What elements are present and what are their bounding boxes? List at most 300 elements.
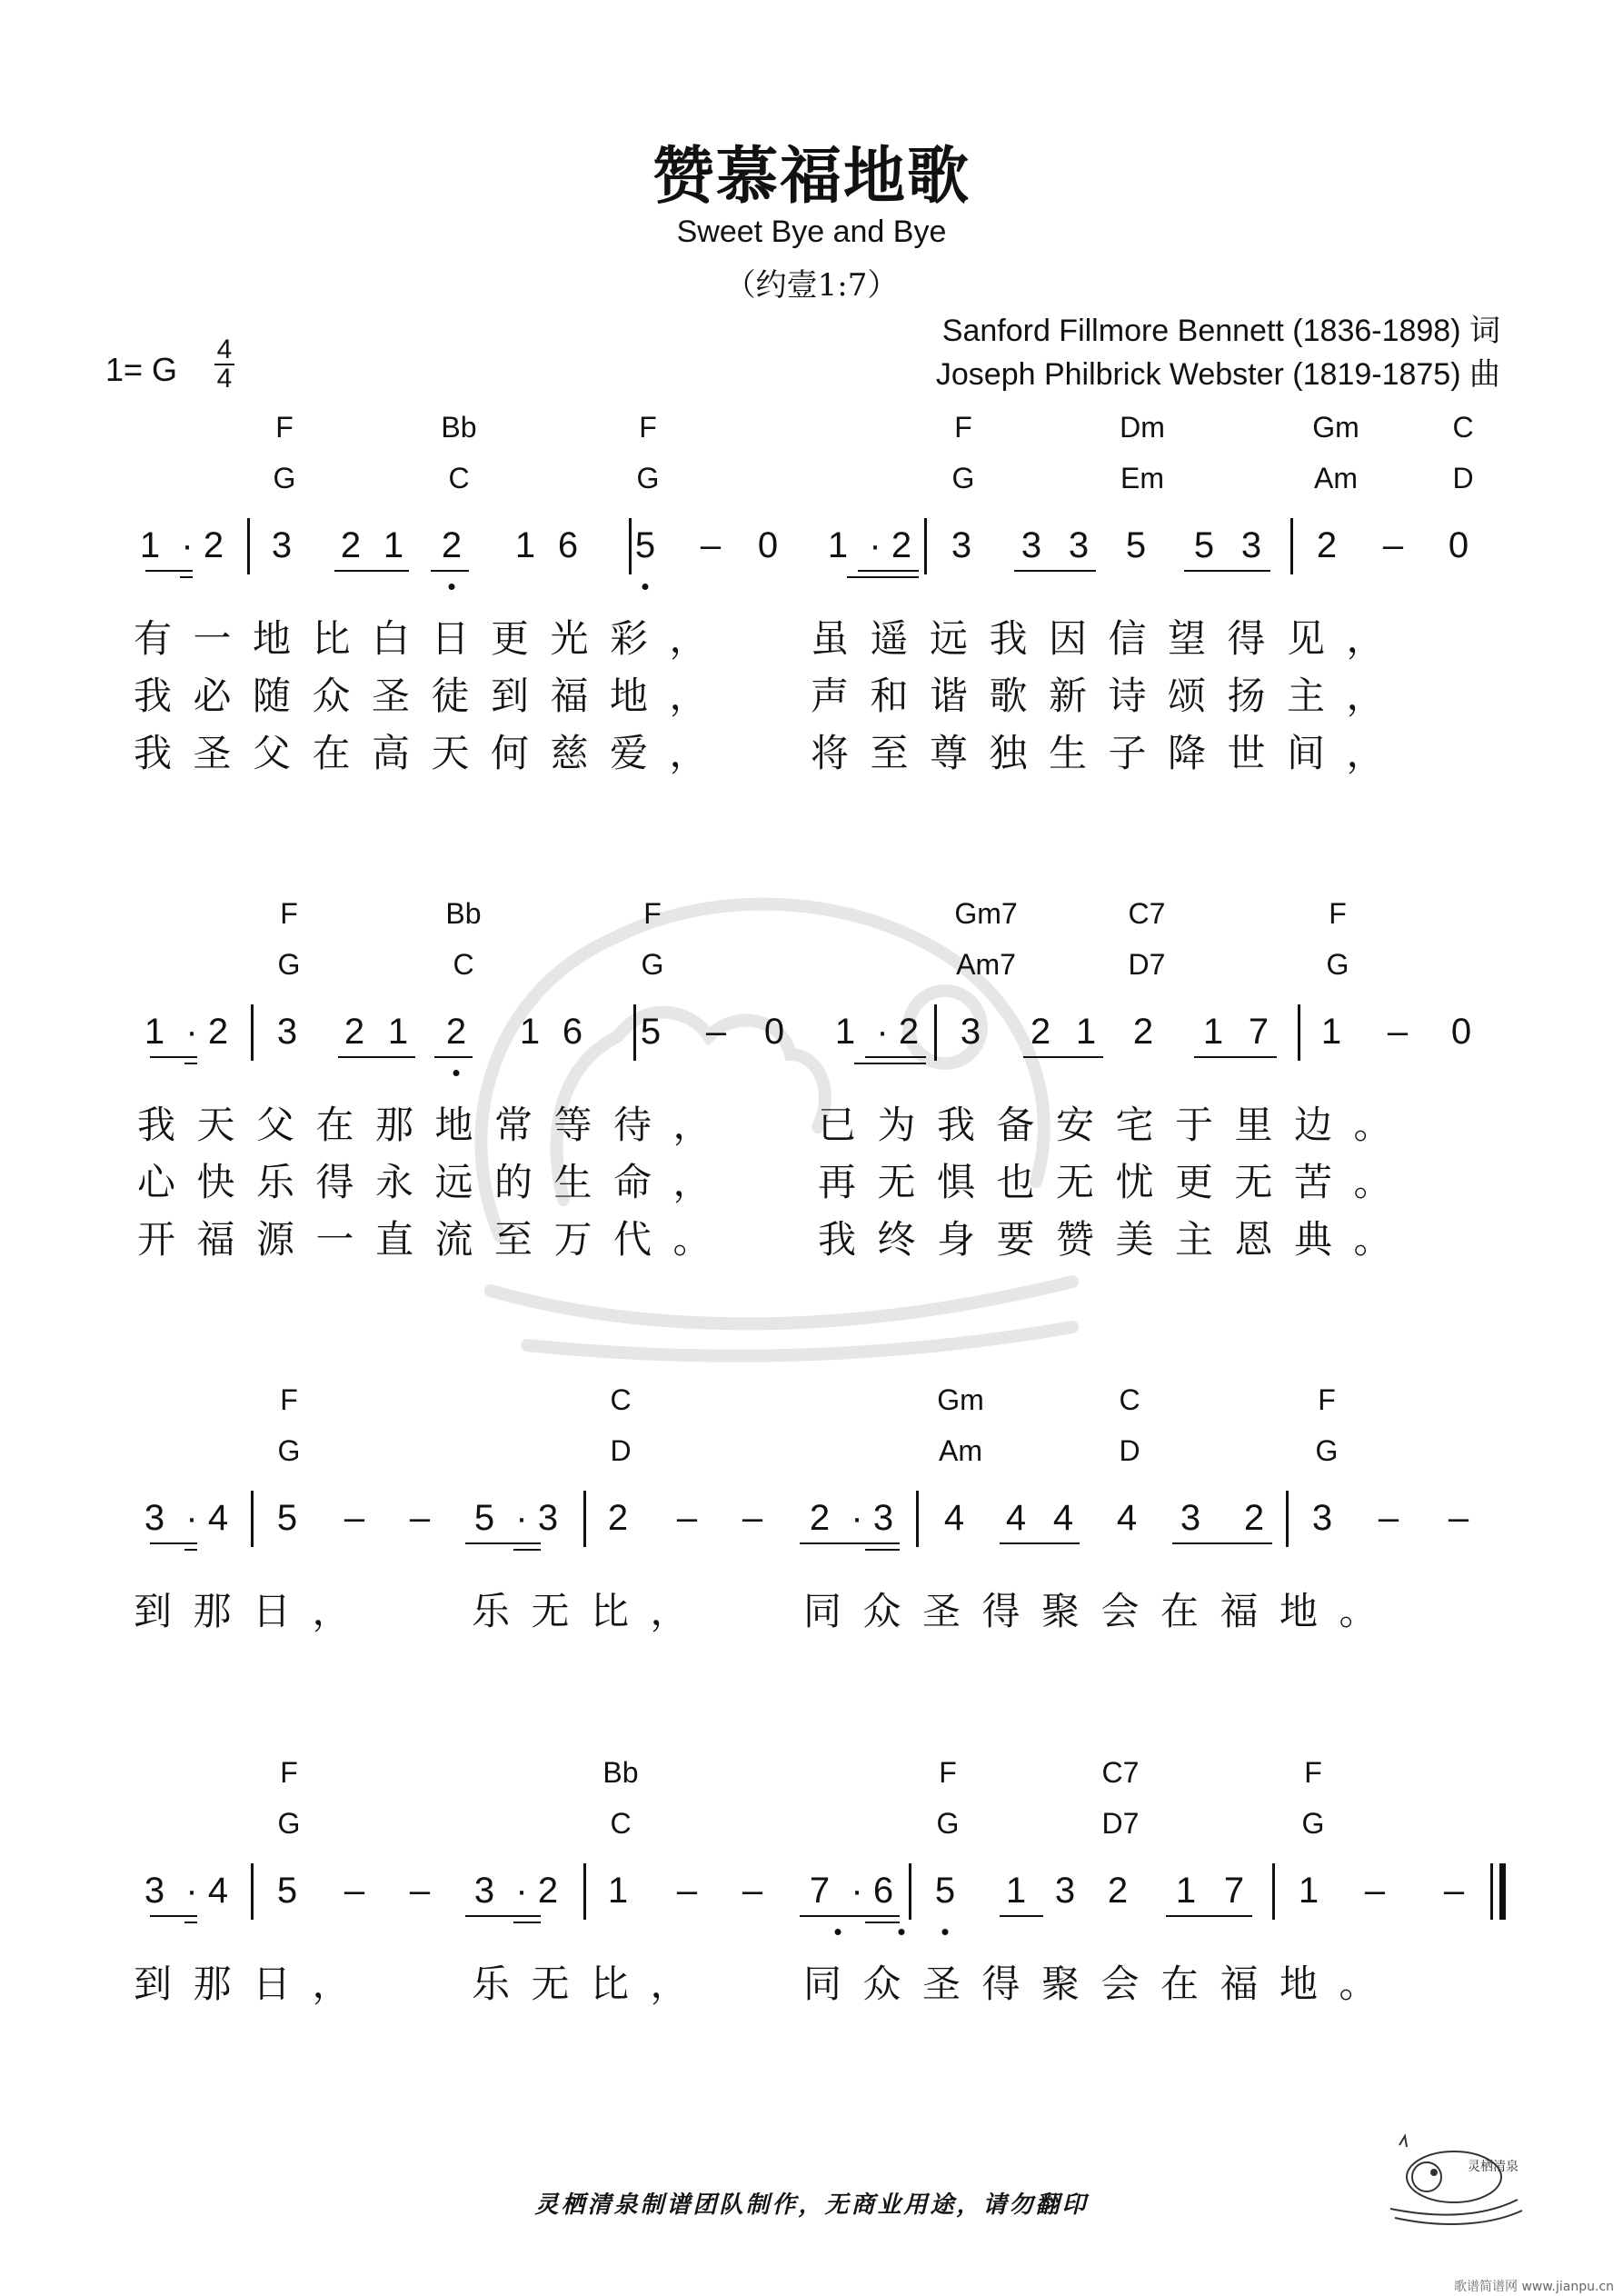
chord-g-symbol: Am	[939, 1434, 982, 1467]
note: 1	[827, 525, 849, 565]
lyric-char: 子	[1108, 731, 1147, 775]
note: 2	[1132, 1012, 1154, 1052]
chord-g-symbol: G	[1326, 948, 1349, 981]
note: –	[1378, 1498, 1399, 1538]
note: 6	[872, 1871, 894, 1911]
lyric-char: 比	[312, 616, 351, 661]
barline	[1272, 1863, 1275, 1920]
lyric-char: ，	[1346, 674, 1385, 718]
note: 1	[1202, 1012, 1224, 1052]
lyric-char: 惧	[936, 1160, 976, 1204]
lyric-char: 遥	[870, 616, 909, 661]
lyric-char: 圣	[371, 674, 411, 718]
dotted-rhythm-mark: ·	[185, 1498, 198, 1538]
note: 4	[207, 1871, 229, 1911]
note: 5	[934, 1871, 956, 1911]
beam-line-secondary	[180, 576, 193, 578]
beam-line	[1000, 1542, 1080, 1544]
lyric-char: 。	[1353, 1160, 1392, 1204]
lyric-char: 代	[612, 1217, 652, 1262]
lyric-char: 赞	[1055, 1217, 1095, 1262]
lyric-char: 福	[550, 674, 589, 718]
lyric-char: 生	[553, 1160, 592, 1204]
lyric-char: 在	[1160, 1962, 1200, 2006]
note: 4	[1005, 1498, 1027, 1538]
low-octave-dot	[449, 584, 455, 590]
song-title: 赞慕福地歌	[652, 141, 971, 213]
lyric-char: 同	[802, 1589, 842, 1633]
note: 2	[809, 1498, 831, 1538]
song-subtitle: Sweet Bye and Bye	[676, 215, 947, 249]
chord-g-symbol: C	[448, 462, 470, 494]
lyric-char: 。	[1339, 1589, 1378, 1633]
chord-f-symbol: C	[610, 1383, 632, 1416]
note: 2	[203, 525, 224, 565]
lyric-char: 众	[862, 1962, 901, 2006]
lyricist-credit: Sanford Fillmore Bennett (1836-1898) 词	[941, 314, 1500, 348]
lyric-char: 。	[672, 1217, 712, 1262]
note: –	[742, 1871, 763, 1911]
note: 1	[387, 1012, 409, 1052]
lyric-char: 在	[1160, 1589, 1200, 1633]
note: –	[1364, 1871, 1386, 1911]
note: 2	[891, 525, 912, 565]
beam-line	[150, 1542, 197, 1544]
lyric-char: 。	[1339, 1962, 1378, 2006]
note: 3	[1054, 1871, 1076, 1911]
chord-g-symbol: Em	[1120, 462, 1164, 494]
lyric-char: 苦	[1293, 1160, 1333, 1204]
lyric-char: 福	[1220, 1589, 1259, 1633]
chord-f-symbol: Bb	[445, 897, 482, 930]
barline	[1286, 1491, 1289, 1547]
dotted-rhythm-mark: ·	[515, 1871, 528, 1911]
lyric-char: 忧	[1115, 1160, 1154, 1204]
low-octave-dot	[942, 1929, 949, 1935]
beam-line	[431, 570, 469, 572]
barline	[583, 1491, 586, 1547]
beam-line	[150, 1915, 197, 1917]
note: 2	[344, 1012, 365, 1052]
lyric-char: 那	[193, 1589, 232, 1633]
beam-line-secondary	[865, 1922, 900, 1923]
lyric-char: 徒	[431, 674, 470, 718]
beam-line	[338, 1056, 415, 1058]
lyric-char: 何	[490, 731, 530, 775]
lyric-char: 得	[981, 1589, 1021, 1633]
note: 1	[1005, 1871, 1027, 1911]
note: 2	[441, 525, 463, 565]
beam-line-secondary	[847, 576, 919, 578]
chord-f-symbol: Gm	[1312, 411, 1359, 444]
barline	[251, 1004, 254, 1061]
beam-line	[865, 1056, 926, 1058]
lyric-char: 乐	[471, 1589, 511, 1633]
chord-f-symbol: F	[954, 411, 972, 444]
note: 5	[1193, 525, 1215, 565]
lyric-char: ，	[1346, 731, 1385, 775]
lyric-char: 世	[1227, 731, 1266, 775]
beam-line-secondary	[184, 1063, 197, 1064]
lyric-char: 地	[434, 1103, 473, 1147]
lyric-char: 圣	[921, 1589, 961, 1633]
lyric-char: 得	[315, 1160, 354, 1204]
dotted-rhythm-mark: ·	[515, 1498, 528, 1538]
chord-g-symbol: G	[1301, 1807, 1325, 1840]
beam-line	[145, 570, 193, 572]
lyric-char: 已	[817, 1103, 857, 1147]
lyric-char: 里	[1234, 1103, 1273, 1147]
note: 2	[445, 1012, 467, 1052]
chord-g-symbol: G	[277, 948, 301, 981]
note: –	[1443, 1871, 1465, 1911]
beam-line-secondary	[184, 1922, 197, 1923]
note: 1	[139, 525, 161, 565]
lyric-char: 心	[136, 1160, 176, 1204]
lyric-char: 众	[862, 1589, 901, 1633]
lyric-char: ，	[650, 1962, 689, 2006]
chord-g-symbol: C	[610, 1807, 632, 1840]
dotted-rhythm-mark: ·	[185, 1871, 198, 1911]
note: 3	[473, 1871, 495, 1911]
barline	[251, 1491, 254, 1547]
lyric-char: 典	[1293, 1217, 1333, 1262]
dotted-rhythm-mark: ·	[851, 1871, 863, 1911]
note: 3	[960, 1012, 981, 1052]
note: –	[409, 1498, 431, 1538]
beam-line-secondary	[854, 1063, 926, 1064]
lyric-char: 地	[609, 674, 649, 718]
meter-top: 4	[216, 334, 233, 364]
lyric-char: 爱	[609, 731, 649, 775]
note: 1	[144, 1012, 165, 1052]
barline	[583, 1863, 586, 1920]
lyric-char: 至	[870, 731, 909, 775]
note: 2	[1243, 1498, 1265, 1538]
note: 7	[1223, 1871, 1245, 1911]
chord-f-symbol: F	[643, 897, 662, 930]
note: 6	[562, 1012, 583, 1052]
barline	[633, 1004, 636, 1061]
lyric-char: 新	[1048, 674, 1088, 718]
chord-f-symbol: F	[280, 1756, 298, 1789]
lyric-char: 要	[996, 1217, 1035, 1262]
lyric-char: 在	[312, 731, 351, 775]
note: 6	[557, 525, 579, 565]
chord-g-symbol: G	[936, 1807, 960, 1840]
note: 1	[383, 525, 404, 565]
lyric-char: 为	[877, 1103, 916, 1147]
note: 7	[809, 1871, 831, 1911]
logo-text: 灵栖清泉	[1468, 2160, 1518, 2174]
note: 4	[943, 1498, 965, 1538]
lyric-char: 地	[252, 616, 292, 661]
lyric-char: 边	[1293, 1103, 1333, 1147]
note: 2	[1107, 1871, 1129, 1911]
lyric-char: 虽	[810, 616, 850, 661]
chord-g-symbol: Am	[1314, 462, 1358, 494]
beam-line	[1166, 1915, 1252, 1917]
note: 1	[1298, 1871, 1319, 1911]
sheep-logo-icon	[1381, 2127, 1527, 2236]
beam-line-secondary	[184, 1549, 197, 1551]
lyric-char: 那	[193, 1962, 232, 2006]
lyric-char: ，	[672, 1160, 712, 1204]
beam-line	[434, 1056, 473, 1058]
lyric-char: 到	[490, 674, 530, 718]
lyric-char: 主	[1286, 674, 1326, 718]
note: 2	[607, 1498, 629, 1538]
lyric-char: 流	[434, 1217, 473, 1262]
barline	[1290, 518, 1293, 574]
lyric-char: 有	[133, 616, 173, 661]
lyric-char: 我	[936, 1103, 976, 1147]
composer-credit: Joseph Philbrick Webster (1819-1875) 曲	[935, 357, 1500, 392]
note: 3	[1021, 525, 1042, 565]
final-barline-thin	[1490, 1863, 1493, 1920]
lyric-char: 开	[136, 1217, 176, 1262]
dotted-rhythm-mark: ·	[185, 1012, 198, 1052]
lyric-char: 宅	[1115, 1103, 1154, 1147]
barline	[924, 518, 927, 574]
lyric-char: 歌	[989, 674, 1028, 718]
note: 3	[537, 1498, 559, 1538]
site-watermark: 歌谱简谱网 www.jianpu.cn	[1454, 2280, 1614, 2294]
lyric-char: 更	[1174, 1160, 1214, 1204]
lyric-char: 光	[550, 616, 589, 661]
time-signature	[214, 334, 234, 394]
lyric-char: 父	[252, 731, 292, 775]
lyric-char: 无	[531, 1589, 570, 1633]
note: 1	[607, 1871, 629, 1911]
note: –	[409, 1871, 431, 1911]
note: 5	[473, 1498, 495, 1538]
lyric-char: 。	[1353, 1103, 1392, 1147]
lyric-char: 在	[315, 1103, 354, 1147]
beam-line-secondary	[865, 1549, 900, 1551]
chord-f-symbol: Dm	[1120, 411, 1165, 444]
note: 1	[514, 525, 536, 565]
lyric-char: 我	[817, 1217, 857, 1262]
lyric-char: 随	[252, 674, 292, 718]
chord-f-symbol: F	[280, 1383, 298, 1416]
note: 0	[763, 1012, 785, 1052]
low-octave-dot	[835, 1929, 841, 1935]
lyric-char: 聚	[1041, 1962, 1080, 2006]
note: 7	[1248, 1012, 1270, 1052]
lyric-char: 降	[1167, 731, 1207, 775]
beam-line	[334, 570, 409, 572]
chord-g-symbol: C	[453, 948, 474, 981]
lyric-char: 无	[1234, 1160, 1273, 1204]
chord-g-symbol: G	[273, 462, 296, 494]
lyric-char: 福	[196, 1217, 235, 1262]
lyric-char: 高	[371, 731, 411, 775]
low-octave-dot	[899, 1929, 905, 1935]
lyric-char: 生	[1048, 731, 1088, 775]
lyric-char: 间	[1286, 731, 1326, 775]
chord-f-symbol: F	[280, 897, 298, 930]
note: 2	[898, 1012, 920, 1052]
lyric-char: 圣	[921, 1962, 961, 2006]
lyric-char: 远	[929, 616, 969, 661]
note: 5	[1125, 525, 1147, 565]
scripture-reference: （约壹1:7）	[724, 267, 899, 304]
lyric-char: ，	[1346, 616, 1385, 661]
note: 1	[834, 1012, 856, 1052]
meter-bottom: 4	[216, 364, 233, 394]
low-octave-dot	[642, 584, 649, 590]
note: 2	[207, 1012, 229, 1052]
lyric-char: 常	[493, 1103, 533, 1147]
lyric-char: 见	[1286, 616, 1326, 661]
lyric-char: ，	[669, 674, 708, 718]
chord-g-symbol: G	[1315, 1434, 1339, 1467]
lyric-char: 日	[252, 1962, 292, 2006]
lyric-char: 等	[553, 1103, 592, 1147]
beam-line	[800, 1915, 900, 1917]
lyric-char: 乐	[471, 1962, 511, 2006]
chord-f-symbol: Gm	[937, 1383, 984, 1416]
dotted-rhythm-mark: ·	[869, 525, 881, 565]
lyric-char: 慈	[550, 731, 589, 775]
lyric-char: 。	[1353, 1217, 1392, 1262]
lyric-char: 地	[1279, 1962, 1319, 2006]
note: 3	[1068, 525, 1090, 565]
beam-line	[1023, 1056, 1103, 1058]
note: 3	[1240, 525, 1262, 565]
note: 0	[1450, 1012, 1472, 1052]
lyric-char: 无	[531, 1962, 570, 2006]
lyric-char: 尊	[929, 731, 969, 775]
note: 1	[1320, 1012, 1342, 1052]
lyric-char: 乐	[255, 1160, 295, 1204]
chord-g-symbol: G	[951, 462, 975, 494]
lyric-char: 直	[374, 1217, 414, 1262]
lyric-char: ，	[312, 1962, 351, 2006]
beam-line	[800, 1542, 900, 1544]
chord-g-symbol: G	[636, 462, 660, 494]
lyric-char: 远	[434, 1160, 473, 1204]
lyric-char: 我	[133, 674, 173, 718]
lyric-char: 于	[1174, 1103, 1214, 1147]
dotted-rhythm-mark: ·	[876, 1012, 889, 1052]
note: 4	[207, 1498, 229, 1538]
lyric-char: 会	[1100, 1962, 1140, 2006]
lyric-char: 快	[196, 1160, 235, 1204]
beam-line	[1184, 570, 1270, 572]
lyric-char: 一	[193, 616, 232, 661]
lyric-char: 地	[1279, 1589, 1319, 1633]
beam-line	[1000, 1915, 1043, 1917]
note: 1	[1075, 1012, 1097, 1052]
note: 2	[1030, 1012, 1051, 1052]
lyric-char: 待	[612, 1103, 652, 1147]
note: 2	[1316, 525, 1338, 565]
note: 0	[757, 525, 779, 565]
lyric-char: ，	[669, 616, 708, 661]
lyric-char: 到	[133, 1589, 173, 1633]
chord-f-symbol: C7	[1128, 897, 1166, 930]
lyric-char: ，	[312, 1589, 351, 1633]
note: 1	[1175, 1871, 1197, 1911]
chord-f-symbol: C	[1119, 1383, 1140, 1416]
chord-f-symbol: F	[1329, 897, 1347, 930]
beam-line	[465, 1915, 541, 1917]
beam-line	[1014, 570, 1096, 572]
lyric-char: 颂	[1167, 674, 1207, 718]
beam-line	[858, 570, 919, 572]
note: 3	[1311, 1498, 1333, 1538]
lyric-char: 独	[989, 731, 1028, 775]
lyric-char: 谐	[929, 674, 969, 718]
lyric-char: 备	[996, 1103, 1035, 1147]
lyric-char: 我	[136, 1103, 176, 1147]
note: –	[676, 1871, 698, 1911]
lyric-char: 永	[374, 1160, 414, 1204]
lyric-char: 父	[255, 1103, 295, 1147]
barline	[1298, 1004, 1300, 1061]
dotted-rhythm-mark: ·	[181, 525, 194, 565]
chord-g-symbol: D	[1119, 1434, 1140, 1467]
lyric-char: 恩	[1234, 1217, 1273, 1262]
lyric-char: 必	[193, 674, 232, 718]
note: –	[742, 1498, 763, 1538]
lyric-char: 将	[810, 731, 850, 775]
chord-g-symbol: D7	[1128, 948, 1166, 981]
lyric-char: 更	[490, 616, 530, 661]
lyric-char: 日	[431, 616, 470, 661]
lyric-char: 福	[1220, 1962, 1259, 2006]
chord-g-symbol: Am7	[956, 948, 1016, 981]
lyric-char: 美	[1115, 1217, 1154, 1262]
lyric-char: 和	[870, 674, 909, 718]
low-octave-dot	[453, 1070, 460, 1076]
note: 4	[1052, 1498, 1074, 1538]
chord-g-symbol: D7	[1101, 1807, 1140, 1840]
beam-line	[1194, 1056, 1277, 1058]
barline	[916, 1491, 919, 1547]
dotted-rhythm-mark: ·	[851, 1498, 863, 1538]
note: 4	[1116, 1498, 1138, 1538]
note: 0	[1448, 525, 1469, 565]
lyric-char: ，	[650, 1589, 689, 1633]
lyric-char: 众	[312, 674, 351, 718]
lyric-char: 天	[196, 1103, 235, 1147]
lyric-char: 我	[133, 731, 173, 775]
lyric-char: ，	[669, 731, 708, 775]
barline	[909, 1863, 911, 1920]
lyric-char: 到	[133, 1962, 173, 2006]
note: –	[1448, 1498, 1469, 1538]
lyric-char: 望	[1167, 616, 1207, 661]
chord-f-symbol: Bb	[441, 411, 477, 444]
chord-f-symbol: F	[275, 411, 294, 444]
lyric-char: 命	[612, 1160, 652, 1204]
lyric-char: 日	[252, 1589, 292, 1633]
lyric-char: 无	[877, 1160, 916, 1204]
note: –	[676, 1498, 698, 1538]
note: –	[1382, 525, 1404, 565]
note: 3	[144, 1871, 165, 1911]
lyric-char: 会	[1100, 1589, 1140, 1633]
chord-f-symbol: F	[1318, 1383, 1336, 1416]
lyric-char: 终	[877, 1217, 916, 1262]
lyric-char: 诗	[1108, 674, 1147, 718]
chord-f-symbol: C	[1452, 411, 1474, 444]
beam-line	[150, 1056, 197, 1058]
lyric-char: 得	[981, 1962, 1021, 2006]
